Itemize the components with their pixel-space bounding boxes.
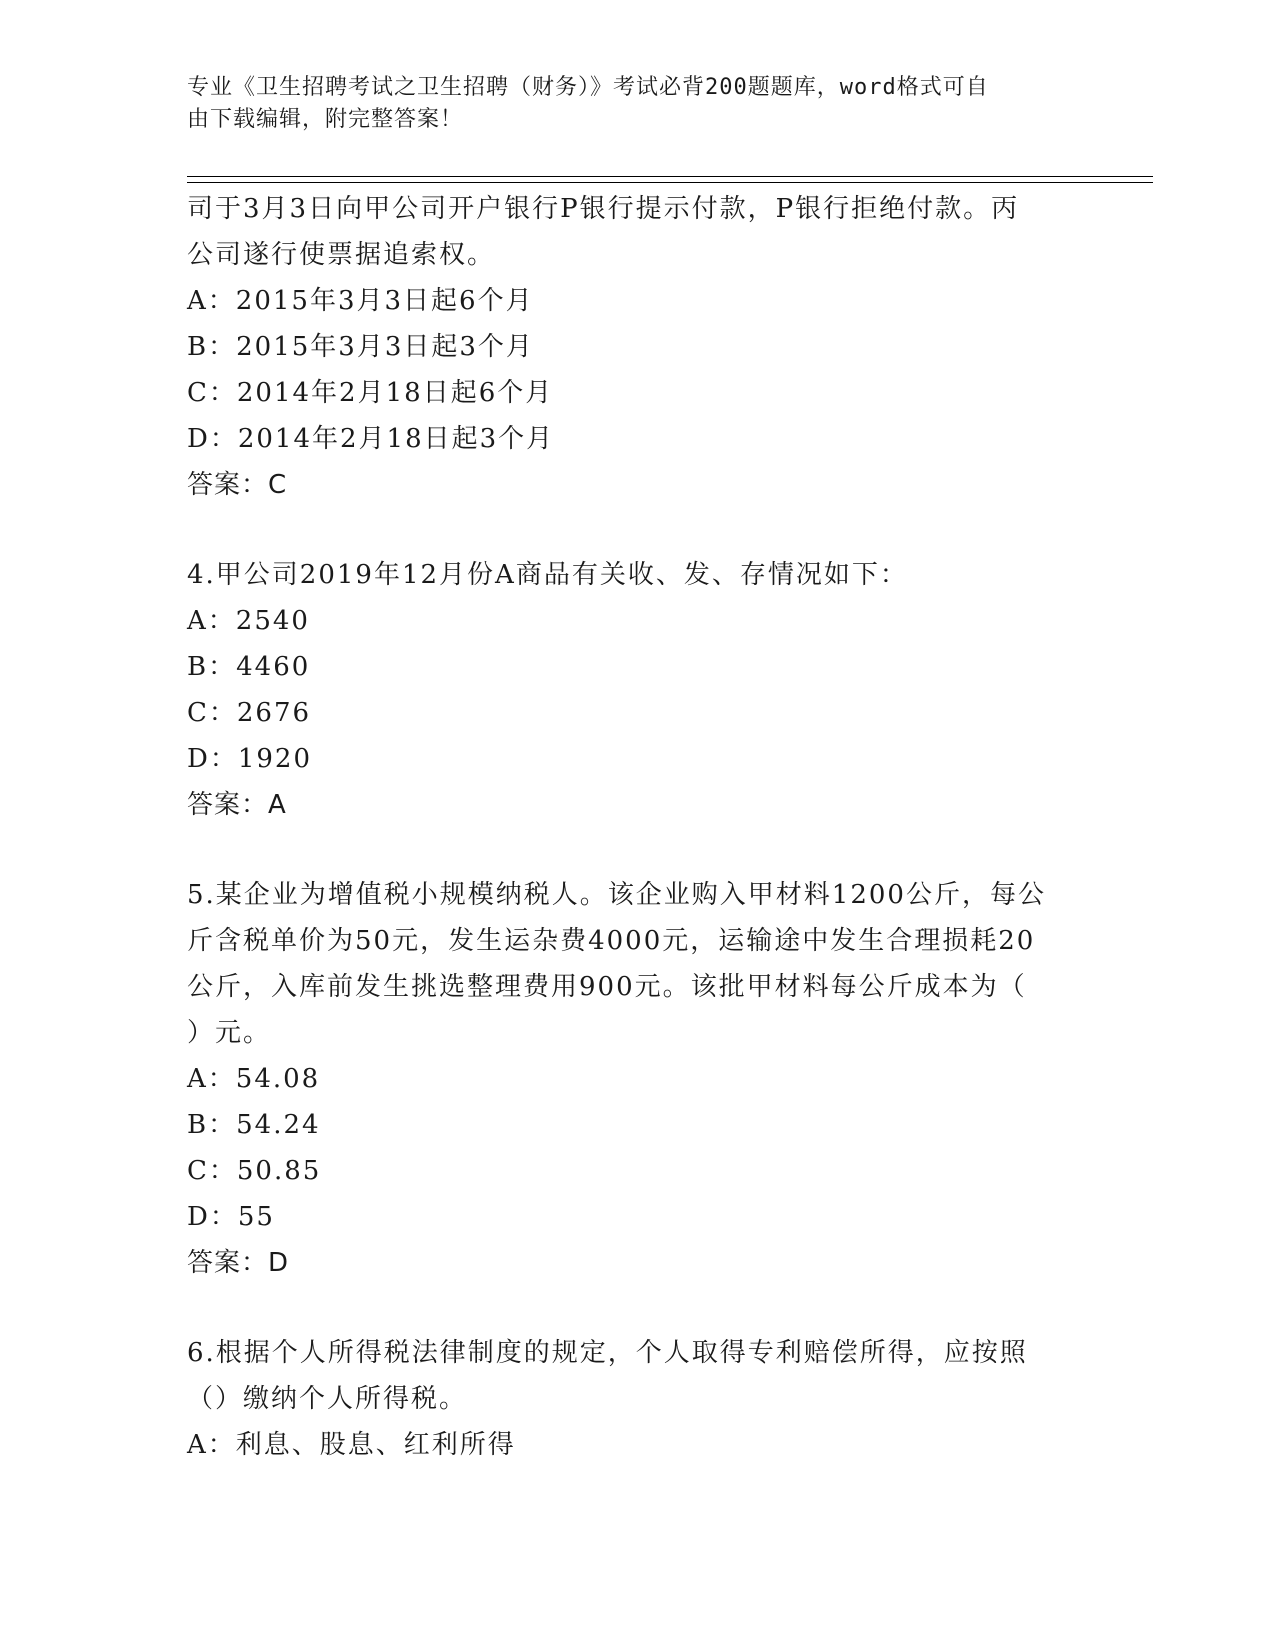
header-divider-top	[187, 176, 1153, 177]
answer-label: 答案：D	[187, 1248, 290, 1278]
document-header	[187, 72, 1067, 136]
question-stem-line: 公斤，入库前发生挑选整理费用900元。该批甲材料每公斤成本为（	[187, 972, 1027, 1002]
option-d: D：55	[187, 1202, 275, 1232]
answer-label: 答案：C	[187, 470, 288, 500]
option-b: B：2015年3月3日起3个月	[187, 332, 534, 362]
option-c: C：50.85	[187, 1156, 322, 1186]
spacer	[187, 508, 1087, 552]
question-stem-line: ）元。	[187, 1018, 272, 1048]
answer-label: 答案：A	[187, 790, 287, 820]
question-stem-line: 公司遂行使票据追索权。	[187, 240, 496, 270]
option-c: C：2014年2月18日起6个月	[187, 378, 554, 408]
question-stem-line: 5.某企业为增值税小规模纳税人。该企业购入甲材料1200公斤，每公	[187, 880, 1046, 910]
question-4	[187, 552, 1087, 828]
option-a: A：2540	[187, 606, 310, 636]
spacer	[187, 1286, 1087, 1330]
question-stem-line: 4.甲公司2019年12月份A商品有关收、发、存情况如下：	[187, 560, 908, 590]
question-3	[187, 186, 1087, 508]
option-a: A：2015年3月3日起6个月	[187, 286, 534, 316]
option-a: A：54.08	[187, 1064, 321, 1094]
option-c: C：2676	[187, 698, 312, 728]
question-stem-line: 司于3月3日向甲公司开户银行P银行提示付款，P银行拒绝付款。丙	[187, 194, 1020, 224]
question-stem-line: 6.根据个人所得税法律制度的规定，个人取得专利赔偿所得，应按照	[187, 1338, 1028, 1368]
question-stem-line: （）缴纳个人所得税。	[187, 1384, 468, 1414]
option-d: D：1920	[187, 744, 313, 774]
question-stem-line: 斤含税单价为50元，发生运杂费4000元，运输途中发生合理损耗20	[187, 926, 1036, 956]
question-5	[187, 872, 1087, 1286]
question-list	[187, 186, 1087, 1468]
header-title-line-2: 由下载编辑，附完整答案！	[187, 107, 464, 132]
option-b: B：4460	[187, 652, 311, 682]
option-b: B：54.24	[187, 1110, 321, 1140]
question-6	[187, 1330, 1087, 1468]
option-d: D：2014年2月18日起3个月	[187, 424, 555, 454]
header-title-line-1: 专业《卫生招聘考试之卫生招聘（财务）》考试必背200题题库，word格式可自	[187, 75, 989, 100]
header-divider-bottom	[187, 182, 1153, 183]
spacer	[187, 828, 1087, 872]
option-a: A：利息、股息、红利所得	[187, 1430, 516, 1460]
